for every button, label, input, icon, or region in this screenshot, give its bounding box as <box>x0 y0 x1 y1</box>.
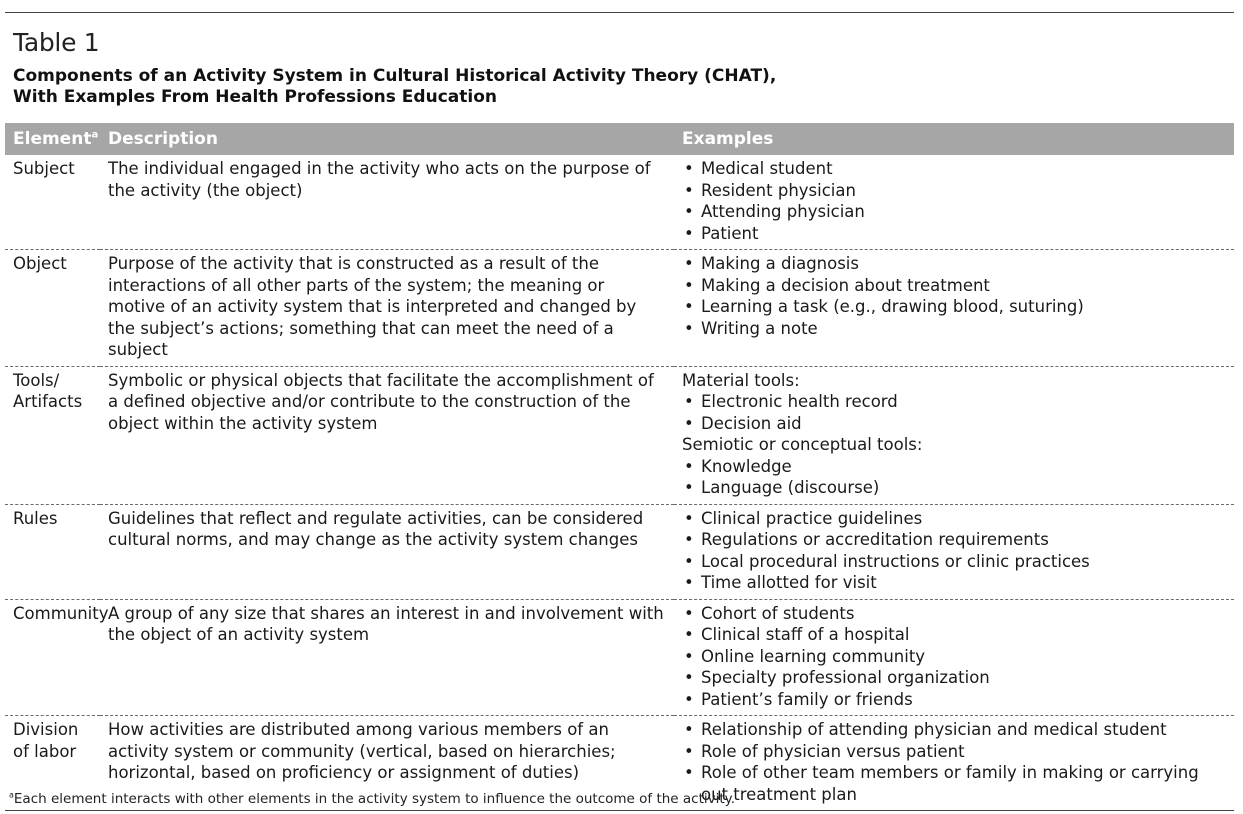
row-examples <box>674 716 1234 811</box>
example-item: • Writing a note <box>682 318 1226 340</box>
example-item: • Resident physician <box>682 180 1226 202</box>
chat-components-table <box>5 123 1234 811</box>
table-header-row <box>5 123 1234 155</box>
example-item: • Medical student <box>682 158 1226 180</box>
example-item: • Relationship of attending physician and medical student <box>682 719 1226 741</box>
example-item: • Clinical practice guidelines <box>682 508 1226 530</box>
table-row <box>5 250 1234 367</box>
example-group-heading: Material tools: <box>682 370 800 390</box>
row-description: The individual engaged in the activity who acts on the purpose of the activity (the object) <box>100 155 674 250</box>
example-item: • Local procedural instructions or clinic practices <box>682 551 1226 573</box>
example-item: • Specialty professional organization <box>682 667 1226 689</box>
example-item: • Electronic health record <box>682 391 1226 413</box>
table-footnote <box>9 791 735 807</box>
row-description: Guidelines that reflect and regulate activities, can be considered cultural norms, and may change as the activity system changes <box>100 504 674 599</box>
example-item: • Role of other team members or family in making or carrying out treatment plan <box>682 762 1226 805</box>
example-item: • Online learning community <box>682 646 1226 668</box>
row-element: Rules <box>5 504 100 599</box>
row-description: Symbolic or physical objects that facilitate the accomplishment of a defined objective and/or contribute to the construction of the object within the activity system <box>100 366 674 504</box>
row-element: Division of labor <box>5 716 100 811</box>
table-title-line-2: With Examples From Health Professions Education <box>13 87 497 107</box>
example-item: • Patient’s family or friends <box>682 689 1226 711</box>
example-item: • Patient <box>682 223 1226 245</box>
table-title <box>13 66 1213 108</box>
header-examples: Examples <box>674 123 1234 155</box>
example-item: • Learning a task (e.g., drawing blood, suturing) <box>682 296 1226 318</box>
row-description: How activities are distributed among various members of an activity system or community (vertical, based on hierarchies; horizontal, based on proficiency or assignment of duties) <box>100 716 674 811</box>
row-element: Tools/ Artifacts <box>5 366 100 504</box>
example-item: • Time allotted for visit <box>682 572 1226 594</box>
example-item: • Role of physician versus patient <box>682 741 1226 763</box>
table-row <box>5 155 1234 250</box>
example-item: • Making a diagnosis <box>682 253 1226 275</box>
table-row <box>5 504 1234 599</box>
row-examples <box>674 504 1234 599</box>
row-element: Subject <box>5 155 100 250</box>
table-row <box>5 599 1234 716</box>
table-label: Table 1 <box>13 28 100 57</box>
example-item: • Making a decision about treatment <box>682 275 1226 297</box>
example-item: • Cohort of students <box>682 603 1226 625</box>
example-group-heading: Semiotic or conceptual tools: <box>682 435 923 454</box>
row-description: Purpose of the activity that is constructed as a result of the interactions of all other parts of the system; the meaning or motive of an activity system that is interpreted and changed by the subject’s actions; something that can meet the need of a subject <box>100 250 674 367</box>
footnote-mark: a <box>9 790 14 800</box>
row-examples <box>674 599 1234 716</box>
example-item: • Attending physician <box>682 201 1226 223</box>
top-rule <box>5 12 1234 13</box>
row-examples <box>674 155 1234 250</box>
header-element: Element$^a$ <box>5 123 100 155</box>
table-row <box>5 366 1234 504</box>
row-examples <box>674 366 1234 504</box>
header-description: Description <box>100 123 674 155</box>
row-examples <box>674 250 1234 367</box>
table-title-line-1: Components of an Activity System in Cultural Historical Activity Theory (CHAT), <box>13 66 777 86</box>
row-element: Object <box>5 250 100 367</box>
row-description: A group of any size that shares an interest in and involvement with the object of an activity system <box>100 599 674 716</box>
example-item: • Knowledge <box>682 456 1226 478</box>
footnote-text: Each element interacts with other elements in the activity system to influence the outcome of the activity. <box>13 791 736 807</box>
row-element: Community <box>5 599 100 716</box>
header-footnote-mark: a <box>91 129 99 141</box>
example-item: • Language (discourse) <box>682 477 1226 499</box>
example-item: • Decision aid <box>682 413 1226 435</box>
example-item: • Clinical staff of a hospital <box>682 624 1226 646</box>
example-item: • Regulations or accreditation requirements <box>682 529 1226 551</box>
